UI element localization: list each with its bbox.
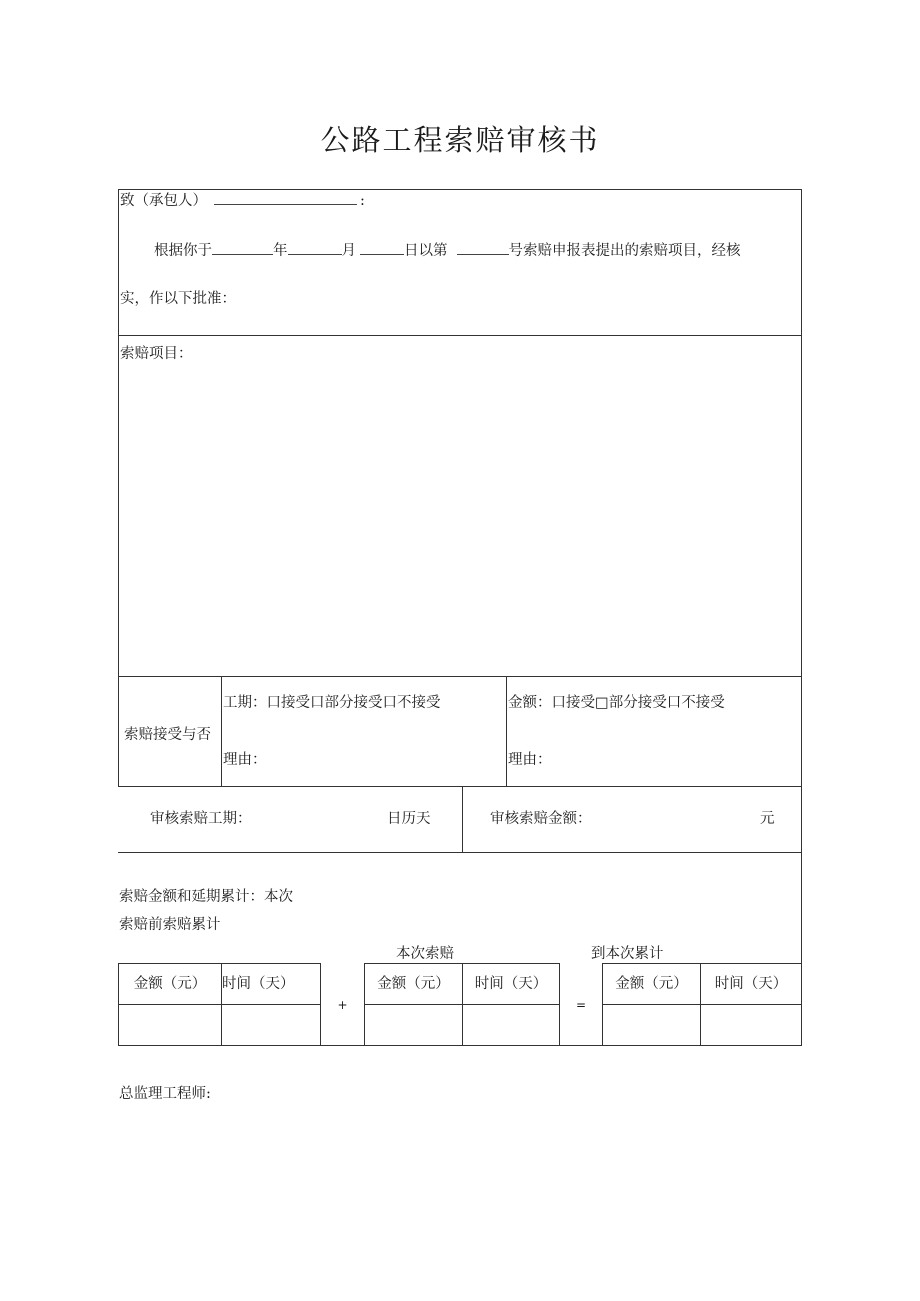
current-claim-heading: 本次索赔 bbox=[396, 946, 454, 962]
day-label: 日以第 bbox=[404, 243, 448, 259]
prior-amount-value-cell[interactable] bbox=[119, 1005, 221, 1045]
review-col-divider bbox=[462, 786, 463, 852]
month-label: 月 bbox=[341, 243, 356, 259]
total-amount-header: 金额（元） bbox=[615, 976, 688, 992]
acceptance-divider bbox=[118, 786, 802, 787]
amount-acceptance-options[interactable]: 金额：口接受□部分接受口不接受 bbox=[508, 695, 725, 711]
total-amount-value-cell[interactable] bbox=[603, 1005, 700, 1045]
schedule-acceptance-options[interactable]: 工期：口接受口部分接受口不接受 bbox=[223, 695, 441, 711]
amount-reason-label: 理由： bbox=[508, 752, 552, 768]
acceptance-col-divider-1 bbox=[221, 676, 222, 786]
acceptance-col-divider-2 bbox=[506, 676, 507, 786]
form-left-border bbox=[118, 189, 119, 786]
sentence-prefix: 根据你于 bbox=[154, 243, 212, 259]
claim-review-form bbox=[118, 189, 802, 1046]
current-time-value-cell[interactable] bbox=[463, 1005, 559, 1045]
to-colon: : bbox=[360, 193, 365, 209]
sum-table-top-left bbox=[118, 963, 321, 964]
month-blank[interactable] bbox=[288, 241, 342, 255]
header-divider bbox=[118, 335, 802, 336]
prior-time-value-cell[interactable] bbox=[222, 1005, 320, 1045]
review-period-label: 审核索赔工期： bbox=[150, 811, 252, 827]
equals-sign: = bbox=[575, 998, 587, 1012]
acceptance-row-label: 索赔接受与否 bbox=[124, 727, 211, 743]
year-blank[interactable] bbox=[212, 241, 273, 255]
plus-sign: + bbox=[337, 998, 348, 1012]
to-label: 致（承包人） bbox=[120, 193, 207, 209]
review-period-unit: 日历天 bbox=[387, 811, 431, 827]
form-right-border bbox=[801, 189, 802, 1046]
cumulative-intro-line-1: 索赔金额和延期累计：本次 bbox=[119, 889, 293, 905]
current-amount-value-cell[interactable] bbox=[365, 1005, 462, 1045]
total-time-header: 时间（天） bbox=[714, 976, 788, 992]
cumulative-total-heading: 到本次累计 bbox=[591, 946, 664, 962]
current-time-header: 时间（天） bbox=[474, 976, 548, 992]
sentence-suffix: 号索赔申报表提出的索赔项目，经核 bbox=[508, 243, 741, 259]
prior-amount-header: 金额（元） bbox=[133, 976, 207, 992]
prior-time-header: 时间（天） bbox=[222, 976, 295, 992]
chief-engineer-label: 总监理工程师: bbox=[119, 1086, 211, 1102]
year-label: 年 bbox=[273, 243, 288, 259]
review-divider bbox=[118, 852, 802, 853]
day-blank[interactable] bbox=[360, 241, 404, 255]
schedule-reason-label: 理由： bbox=[223, 752, 267, 768]
form-top-border bbox=[118, 189, 802, 190]
total-time-value-cell[interactable] bbox=[701, 1005, 801, 1045]
sum-table-top-right bbox=[602, 963, 802, 964]
to-contractor-line bbox=[120, 191, 365, 210]
review-amount-unit: 元 bbox=[760, 811, 775, 827]
cumulative-intro-line-2: 索赔前索赔累计 bbox=[119, 917, 221, 933]
page-title: 公路工程索赔审核书 bbox=[320, 123, 600, 157]
review-amount-label: 审核索赔金额： bbox=[490, 811, 592, 827]
submission-sentence bbox=[154, 241, 741, 260]
claim-number-blank[interactable] bbox=[457, 241, 509, 255]
current-amount-header: 金额（元） bbox=[377, 976, 450, 992]
contractor-blank[interactable] bbox=[214, 191, 357, 205]
claim-items-label: 索赔项目： bbox=[120, 346, 193, 362]
approval-line: 实，作以下批准： bbox=[120, 291, 236, 307]
